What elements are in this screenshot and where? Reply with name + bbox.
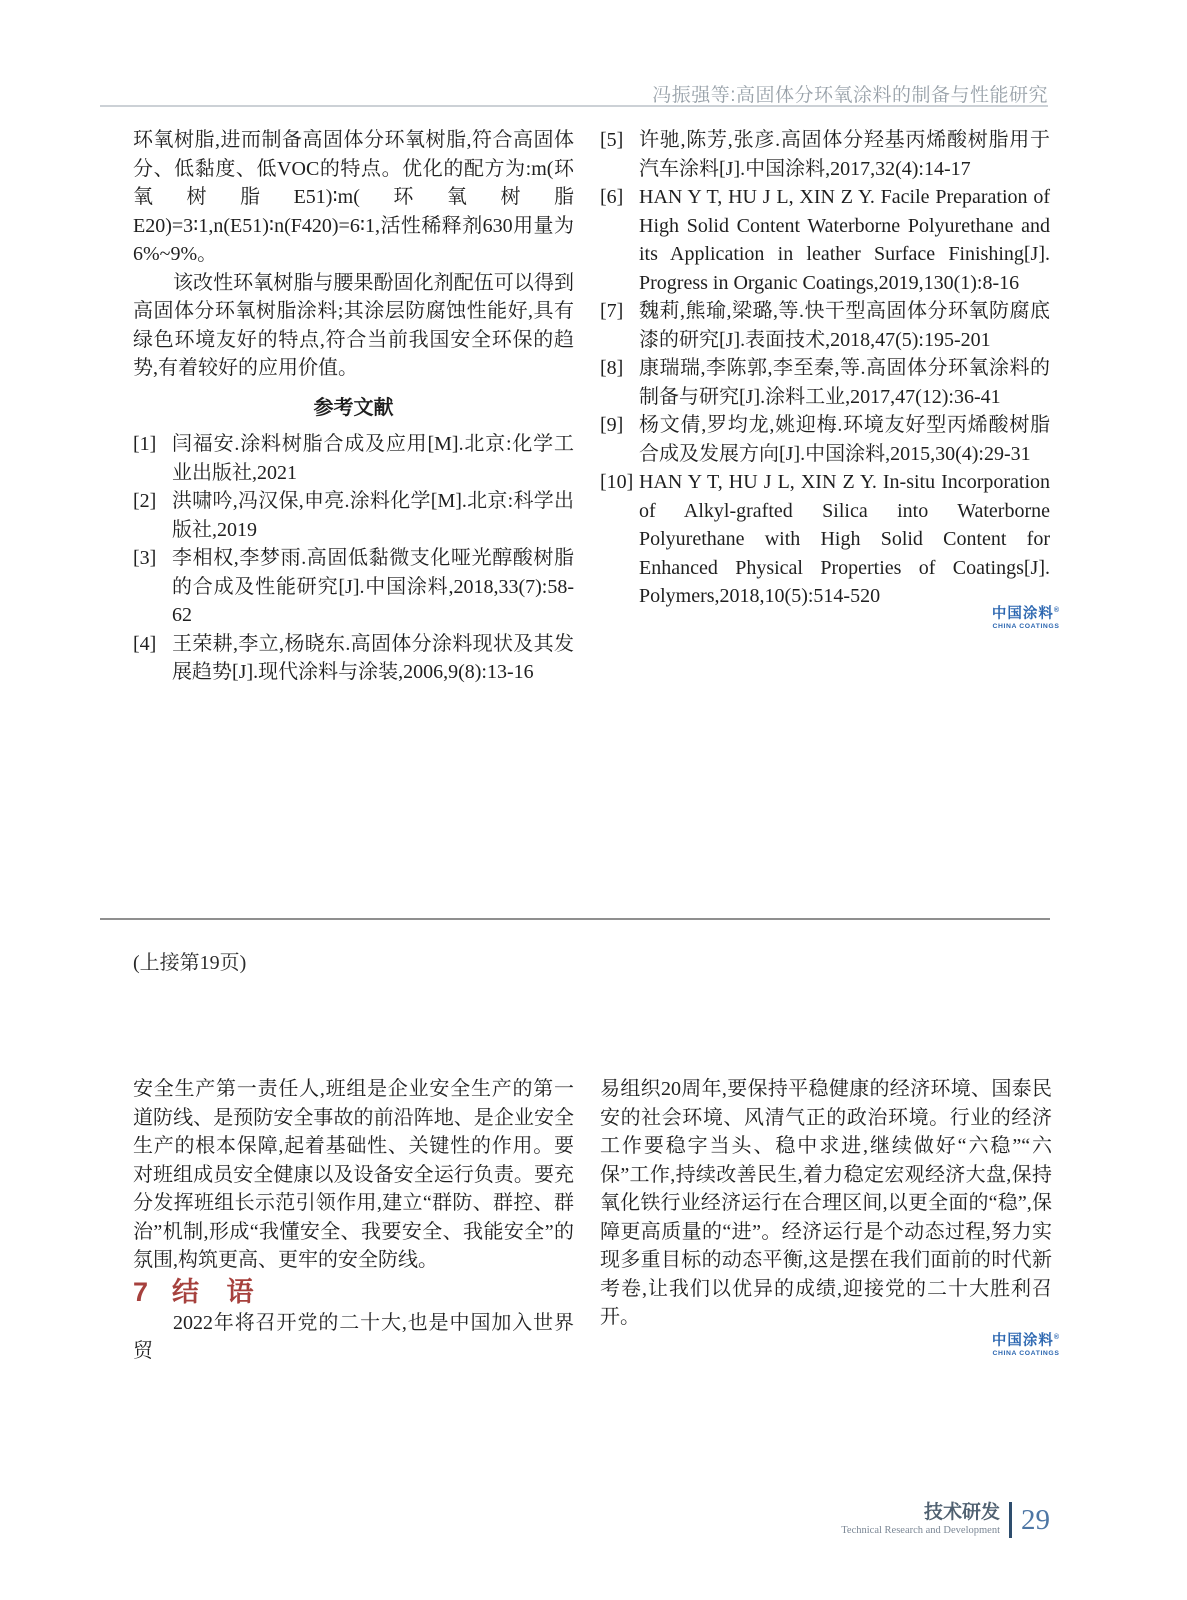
bottom-left-column — [133, 1075, 574, 1366]
reference-item — [133, 630, 574, 687]
reference-number: [6] — [600, 186, 624, 208]
body-paragraph: 2022年将召开党的二十大,也是中国加入世界贸 — [133, 1311, 574, 1362]
header-rule — [100, 105, 1048, 107]
reference-item — [600, 126, 1050, 183]
page-number: 29 — [1021, 1504, 1050, 1536]
logo-english-text: CHINA COATINGS — [992, 1349, 1060, 1357]
reference-text: 李相权,李梦雨.高固低黏微支化哑光醇酸树脂的合成及性能研究[J].中国涂料,2018,33(7):58-62 — [172, 547, 574, 626]
logo-chinese-text: 中国涂料® — [991, 1333, 1061, 1349]
page-footer — [841, 1502, 1050, 1538]
body-paragraph: 安全生产第一责任人,班组是企业安全生产的第一道防线、是预防安全事故的前沿阵地、是企业安全生产的根本保障,起着基础性、关键性的作用。要对班组成员安全健康以及设备安全运行负责。要充分发挥班组长示范引领作用,建立“群防、群控、群治”机制,形成“我懂安全、我要安全、我能安全”的氛围,构筑更高、更牢的安全防线。 — [133, 1078, 574, 1271]
logo-chinese-text: 中国涂料® — [991, 606, 1061, 622]
registered-mark: ® — [1053, 607, 1061, 614]
reference-number: [5] — [600, 129, 624, 151]
reference-item — [133, 487, 574, 544]
body-paragraph: 环氧树脂,进而制备高固体分环氧树脂,符合高固体分、低黏度、低VOC的特点。优化的配方为:m(环氧树脂E51)∶m(环氧树脂E20)=3∶1,n(E51)∶n(F420)=6∶1,活性稀释剂630用量为6%~9%。 — [133, 129, 574, 265]
references-heading: 参考文献 — [313, 396, 394, 419]
section-divider-rule — [100, 918, 1050, 920]
body-paragraph: 易组织20周年,要保持平稳健康的经济环境、国泰民安的社会环境、风清气正的政治环境。行业的经济工作要稳字当头、稳中求进,继续做好“六稳”“六保”工作,持续改善民生,着力稳定宏观经济大盘,保持氧化铁行业经济运行在合理区间,以更全面的“稳”,保障更高质量的“进”。经济运行是个动态过程,努力实现多重目标的动态平衡,这是摆在我们面前的时代新考卷,让我们以优异的成绩,迎接党的二十大胜利召开。 — [600, 1078, 1052, 1328]
running-head-title: 冯振强等:高固体分环氧涂料的制备与性能研究 — [652, 85, 1048, 106]
section-title: 结 语 — [172, 1276, 256, 1307]
reference-text: 魏莉,熊瑜,梁璐,等.快干型高固体分环氧防腐底漆的研究[J].表面技术,2018,47(5):195-201 — [639, 300, 1050, 351]
reference-number: [1] — [133, 433, 157, 455]
footer-section-block — [841, 1502, 1009, 1538]
china-coatings-logo — [991, 607, 1061, 630]
reference-text: 洪啸吟,冯汉保,申亮.涂料化学[M].北京:科学出版社,2019 — [172, 490, 574, 541]
reference-text: 王荣耕,李立,杨晓东.高固体分涂料现状及其发展趋势[J].现代涂料与涂装,2006,9(8):13-16 — [172, 632, 574, 683]
footer-section-english: Technical Research and Development — [841, 1525, 1000, 1536]
section-heading-conclusion — [133, 1275, 574, 1309]
body-paragraph: 该改性环氧树脂与腰果酚固化剂配伍可以得到高固体分环氧树脂涂料;其涂层防腐蚀性能好,具有绿色环境友好的特点,符合当前我国安全环保的趋势,有着较好的应用价值。 — [133, 271, 574, 379]
reference-number: [2] — [133, 490, 157, 512]
reference-text: HAN Y T, HU J L, XIN Z Y. In-situ Incorporation of Alkyl-grafted Silica into Waterborne Polyurethane with High Solid Content for Enhanced Physical Properties of Coatings[J]. Polymers,2018,10(5):514-520 — [639, 471, 1050, 607]
registered-mark: ® — [1053, 1334, 1061, 1341]
footer-divider-bar — [1009, 1502, 1012, 1538]
reference-number: [9] — [600, 414, 624, 436]
reference-item — [600, 354, 1050, 411]
reference-number: [7] — [600, 300, 624, 322]
reference-number: [3] — [133, 547, 157, 569]
reference-item — [600, 297, 1050, 354]
reference-item — [600, 468, 1050, 611]
reference-number: [10] — [600, 471, 634, 493]
reference-item — [600, 183, 1050, 297]
reference-text: HAN Y T, HU J L, XIN Z Y. Facile Preparation of High Solid Content Waterborne Polyurethane and its Application in leather Surface Finishing[J]. Progress in Organic Coatings,2019,130(1):8-16 — [639, 186, 1050, 294]
reference-item — [133, 430, 574, 487]
reference-text: 许驰,陈芳,张彦.高固体分羟基丙烯酸树脂用于汽车涂料[J].中国涂料,2017,32(4):14-17 — [639, 129, 1050, 180]
footer-section-chinese: 技术研发 — [923, 1502, 1000, 1523]
logo-english-text: CHINA COATINGS — [992, 622, 1060, 630]
reference-number: [4] — [133, 632, 157, 655]
continued-from-note: (上接第19页) — [133, 952, 247, 974]
reference-item — [133, 544, 574, 630]
reference-item — [600, 411, 1050, 468]
reference-text: 杨文倩,罗均龙,姚迎梅.环境友好型丙烯酸树脂合成及发展方向[J].中国涂料,2015,30(4):29-31 — [639, 414, 1050, 465]
bottom-right-column — [600, 1075, 1052, 1332]
section-number: 7 — [133, 1276, 149, 1307]
reference-number: [8] — [600, 357, 624, 379]
reference-text: 闫福安.涂料树脂合成及应用[M].北京:化学工业出版社,2021 — [172, 433, 574, 484]
reference-text: 康瑞瑞,李陈郭,李至秦,等.高固体分环氧涂料的制备与研究[J].涂料工业,2017,47(12):36-41 — [639, 357, 1050, 408]
top-right-column — [600, 126, 1050, 611]
top-left-column — [133, 126, 574, 687]
china-coatings-logo — [991, 1334, 1061, 1357]
